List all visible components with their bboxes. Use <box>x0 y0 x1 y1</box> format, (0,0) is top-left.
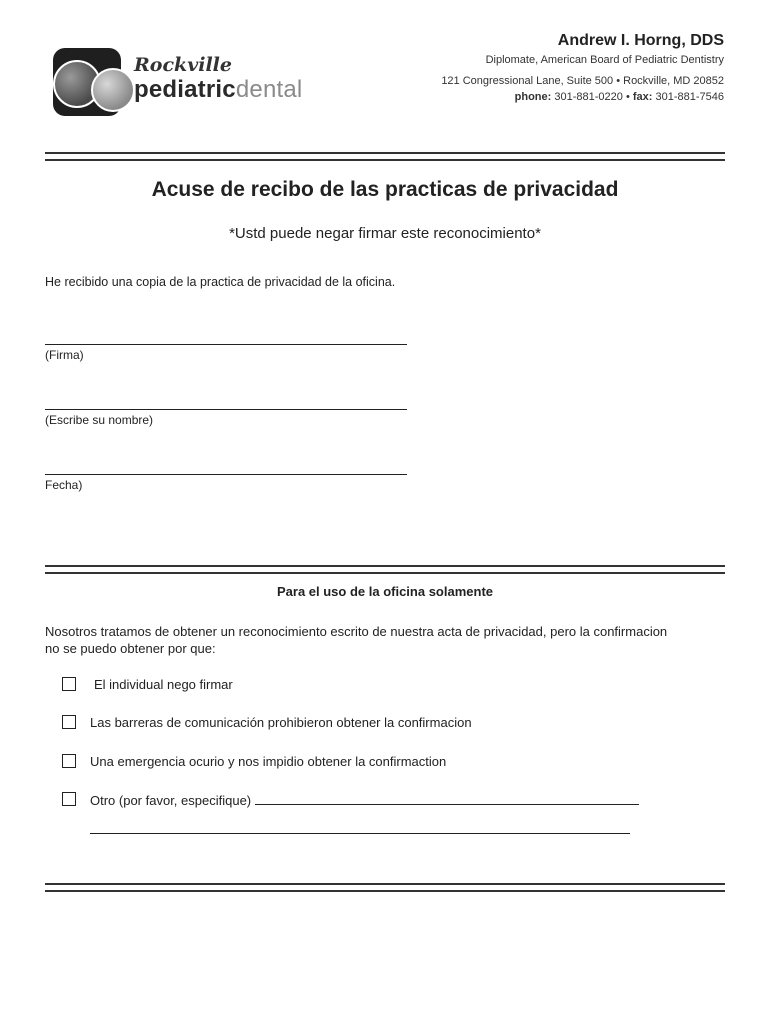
doctor-name: Andrew I. Horng, DDS <box>557 32 724 49</box>
checkbox-refused[interactable] <box>62 677 76 691</box>
doctor-credential: Diplomate, American Board of Pediatric Dentistry <box>485 54 724 66</box>
date-label: Fecha) <box>45 478 83 492</box>
logo-ball-light <box>91 68 135 112</box>
logo-mark <box>53 48 121 116</box>
contact-separator: • <box>625 91 630 103</box>
logo-word-dental: dental <box>235 76 303 103</box>
other-specify-line-2[interactable] <box>90 833 630 834</box>
fax-number: 301-881-7546 <box>655 91 724 103</box>
date-line[interactable] <box>45 474 407 475</box>
fax-label: fax: <box>632 91 653 103</box>
office-divider-top <box>45 565 725 574</box>
phone-number: 301-881-0220 <box>554 91 623 103</box>
header-divider <box>45 152 725 161</box>
checkbox-other[interactable] <box>62 792 76 806</box>
receipt-statement: He recibido una copia de la practica de privacidad de la oficina. <box>45 275 396 289</box>
option-other-label: Otro (por favor, especifique) <box>90 793 252 808</box>
option-refused-label: El individual nego firmar <box>94 677 233 692</box>
form-subtitle: *Ustd puede negar firmar este reconocimiento* <box>229 225 541 242</box>
name-label: (Escribe su nombre) <box>45 413 154 427</box>
name-line[interactable] <box>45 409 407 410</box>
contact-line <box>515 91 724 103</box>
form-title: Acuse de recibo de las practicas de privacidad <box>151 178 619 201</box>
office-intro-line2: no se puedo obtener por que: <box>45 641 216 656</box>
checkbox-communication-barriers[interactable] <box>62 715 76 729</box>
checkbox-emergency[interactable] <box>62 754 76 768</box>
option-emergency-label: Una emergencia ocurio y nos impidio obtener la confirmaction <box>90 754 447 769</box>
office-divider-bottom <box>45 883 725 892</box>
practice-logo <box>48 46 308 118</box>
signature-label: (Firma) <box>45 348 84 362</box>
practice-address: 121 Congressional Lane, Suite 500 • Rockville, MD 20852 <box>441 75 724 87</box>
option-other-row <box>90 793 639 808</box>
option-communication-barriers-label: Las barreras de comunicación prohibieron obtener la confirmacion <box>90 715 472 730</box>
office-intro-line1: Nosotros tratamos de obtener un reconocimiento escrito de nuestra acta de privacidad, pero la confirmacion <box>45 624 668 639</box>
signature-line[interactable] <box>45 344 407 345</box>
other-specify-line[interactable] <box>255 793 639 805</box>
logo-wordmark <box>134 76 302 104</box>
office-use-title: Para el uso de la oficina solamente <box>276 584 494 599</box>
phone-label: phone: <box>514 91 552 103</box>
logo-script-text: Rockville <box>134 54 232 76</box>
logo-word-pediatric: pediatric <box>134 76 236 103</box>
